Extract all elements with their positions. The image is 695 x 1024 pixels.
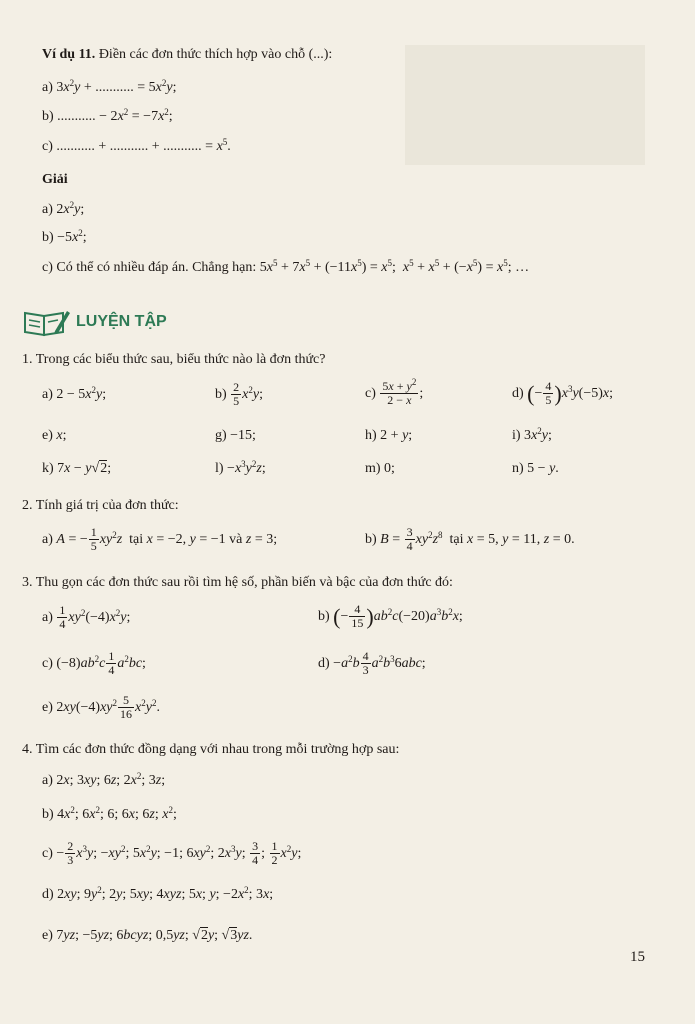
- ex4-c: c) − $\frac{2}{3}$ $x^3y$; $-xy^2$; $5x^2y$; −1; $6xy^2$; $2x^3y$; $\frac{3}{4}$ ; $\frac{1}{2}$ $x^2y$;: [42, 839, 302, 868]
- exercise-4-prompt: 4. Tìm các đơn thức đồng dạng với nhau trong mỗi trường hợp sau:: [22, 742, 400, 757]
- ex3-a: a) $\frac{1}{4}$ $xy^2(-4)x^2y$;: [42, 603, 131, 632]
- example-item-c: c) ........... + ........... + ........... = $x^5$.: [42, 137, 231, 154]
- exercise-1-prompt: 1. Trong các biểu thức sau, biểu thức nào là đơn thức?: [22, 352, 326, 367]
- solution-c: c) Có thể có nhiều đáp án. Chẳng hạn: $5x^5 + 7x^5 + (-11x^5) = x^5$; $x^5 + x^5 + (-x^5) = x^5$; …: [42, 258, 530, 275]
- exercise-2-prompt: 2. Tính giá trị của đơn thức:: [22, 498, 179, 513]
- solution-title: Giải: [42, 172, 68, 187]
- solution-b: $b) -5x^2$;: [42, 228, 87, 245]
- ex4-e: e) 7yz; −5yz; 6bcyz; 0,5yz; √2y; √3yz.: [42, 928, 253, 943]
- book-pencil-icon: [22, 307, 70, 337]
- example-task: Điền các đơn thức thích hợp vào chỗ (...):: [98, 47, 333, 62]
- exercise-3-prompt: 3. Thu gọn các đơn thức sau rồi tìm hệ số, phần biến và bậc của đơn thức đó:: [22, 575, 453, 590]
- solution-c-text: c) Có thể có nhiều đáp án. Chẳng hạn:: [42, 260, 257, 275]
- ex1-c: c) $\frac{5x + y^2}{2 - x}$ ;: [365, 377, 424, 408]
- ex1-k: k) 7x − y√2;: [42, 461, 112, 476]
- ex3-b: b) (− $\frac{4}{15}$ )$ab^2c(-20)a^3b^2x$;: [318, 602, 463, 631]
- ex4-a: a) 2x; 3xy; 6z; $2x^2$; 3z;: [42, 771, 166, 788]
- ex1-b: b) $\frac{2}{5}$ $x^2y$;: [215, 380, 263, 409]
- ex3-c: c) $(-8)ab^2c$ $\frac{1}{4}$ $a^2bc$;: [42, 649, 146, 678]
- ex4-b: b) $4x^2$; $6x^2$; 6; 6x; 6z; $x^2$;: [42, 805, 177, 822]
- example-heading: [42, 46, 332, 64]
- ex1-i: i) $3x^2y$;: [512, 426, 552, 443]
- ex1-m: m) 0;: [365, 461, 395, 476]
- ex1-d: d) (− $\frac{4}{5}$ )$x^3y(-5)x$;: [512, 379, 614, 408]
- section-header: [22, 307, 167, 337]
- example-item-a: a) $3x^2y$ + ........... = $5x^2y$;: [42, 78, 177, 95]
- ex4-d: d) 2xy; $9y^2$; 2y; 5xy; 4xyz; 5x; y; $-2x^2$; 3x;: [42, 885, 274, 902]
- ex1-h: h) 2 + y;: [365, 428, 413, 443]
- ex1-g: g) −15;: [215, 428, 256, 443]
- ex2-a: a) A = − $\frac{1}{5}$ $xy^2z$ tại x = −2, y = −1 và z = 3;: [42, 525, 278, 554]
- ex3-e: e) $2xy(-4)xy^2$ $\frac{5}{16}$ $x^2y^2$.: [42, 693, 160, 722]
- bleed-through-patch: [405, 45, 645, 165]
- example-item-b: b) ........... − $2x^2 = -7x^2$;: [42, 107, 173, 124]
- ex1-a: a) $2 - 5x^2y$;: [42, 385, 107, 402]
- ex1-e: e) x;: [42, 428, 67, 443]
- ex1-l: $l) -x^3y^2z$;: [215, 459, 266, 476]
- example-title: Ví dụ 11.: [42, 47, 96, 62]
- section-title: LUYỆN TẬP: [76, 313, 167, 330]
- page-number: 15: [630, 949, 645, 965]
- ex2-b: b) B = $\frac{3}{4}$ $xy^2z^8$ tại x = 5, y = 11, z = 0.: [365, 525, 575, 554]
- ex3-d: $d) -a^2b$ $\frac{4}{3}$ $a^2b^36abc$;: [318, 649, 426, 678]
- ex1-n: n) 5 − y.: [512, 461, 559, 476]
- solution-a: a) $2x^2y$;: [42, 200, 85, 217]
